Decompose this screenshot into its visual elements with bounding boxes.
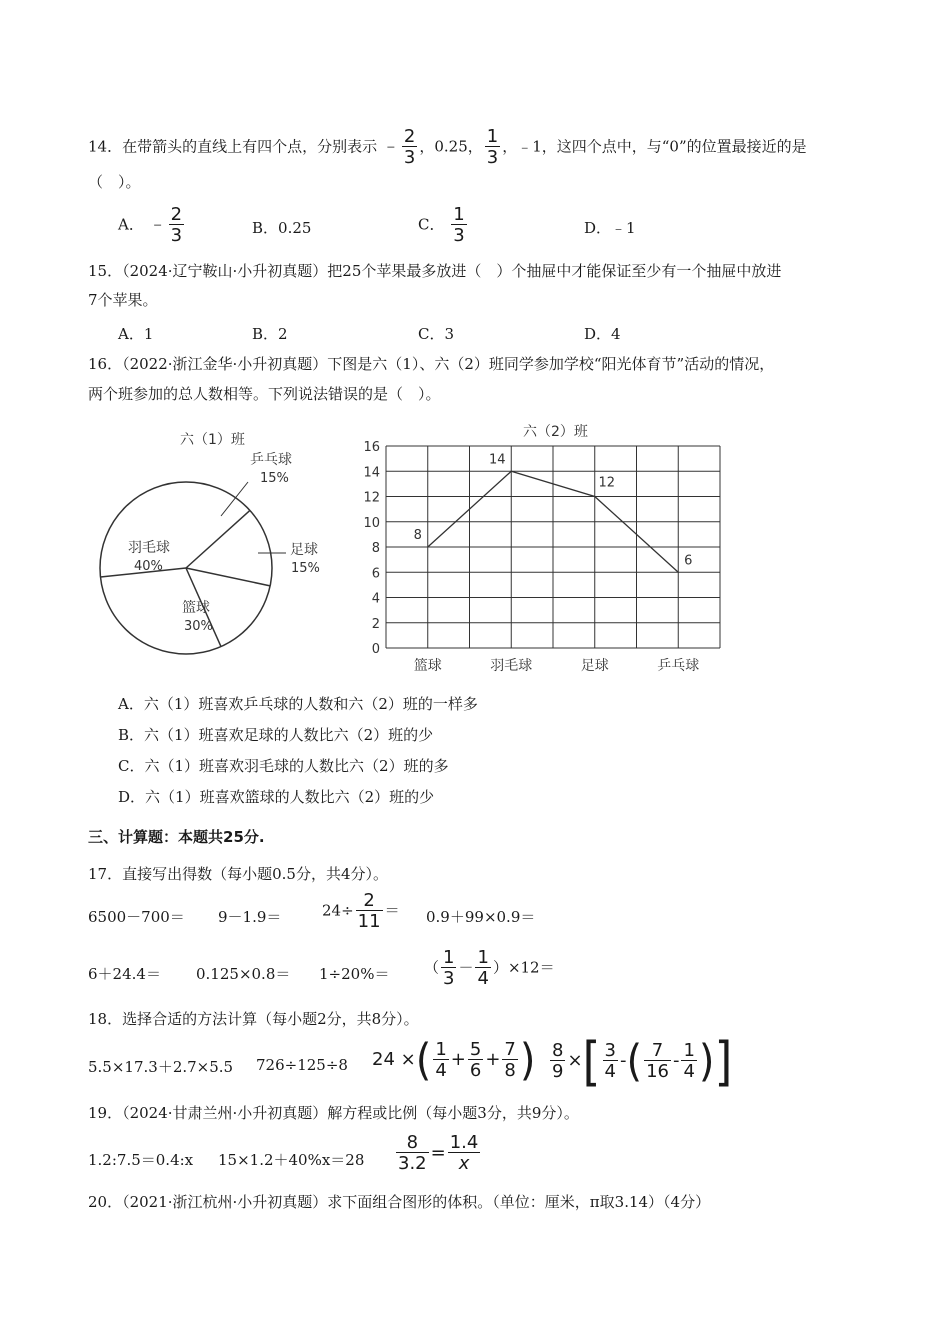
q16-option-c[interactable]: C．六（1）班喜欢羽毛球的人数比六（2）班的多	[118, 757, 449, 775]
line-chart-yticks	[363, 440, 380, 657]
y-tick-label: 14	[363, 465, 380, 481]
pie-value-badminton: 40%	[134, 559, 163, 574]
q15-option-b[interactable]: B．2	[252, 325, 288, 343]
pie-label-pingpong: 乒乓球	[250, 452, 292, 468]
y-tick-label: 12	[363, 490, 380, 506]
q14-frac-neg-two-thirds: $\frac{2}{3}$	[403, 126, 416, 168]
q18-expr-3: 24 ×( $\frac{1}{4}$ + $\frac{5}{6}$ + $\frac{7}{8}$ )	[372, 1034, 536, 1086]
q19-expr-2: 15×1.2＋40%x＝28	[218, 1151, 365, 1169]
pie-value-basketball: 30%	[184, 619, 213, 634]
q14-frac-one-third: $\frac{1}{3}$	[486, 126, 499, 168]
q19-title: 19．（2024·甘肃兰州·小升初真题）解方程或比例（每小题3分，共9分）。	[88, 1104, 579, 1122]
q19-expr-1: 1.2:7.5＝0.4:x	[88, 1151, 194, 1169]
pie-value-pingpong: 15%	[260, 471, 289, 486]
data-label: 12	[598, 475, 616, 491]
data-label: 14	[488, 452, 506, 468]
q19-expr-3: $\frac{8}{3.2}$ = $\frac{1.4}{x}$	[398, 1132, 479, 1174]
q14-lead: 在带箭头的直线上有四个点，分别表示	[122, 137, 378, 156]
q14-neg-sign: ﹣	[381, 135, 400, 157]
q18-expr-2: 726÷125÷8	[256, 1056, 348, 1074]
x-tick-label: 羽毛球	[490, 658, 533, 674]
q18-expr-4: $\frac{8}{9}$ ×[ $\frac{3}{4}$ -( $\frac{7}{16}$ - $\frac{1}{4}$ )]	[552, 1029, 733, 1093]
q14-tail: （ ）。	[88, 173, 141, 191]
section3-title: 三、计算题：本题共25分.	[88, 828, 265, 846]
q17-item-4: 0.9＋99×0.9＝	[426, 908, 536, 926]
q17-item-8: （ $\frac{1}{3}$ － $\frac{1}{4}$ ）×12＝	[424, 947, 555, 989]
q14-number: 14．	[88, 137, 123, 156]
q18-expr-1: 5.5×17.3＋2.7×5.5	[88, 1058, 234, 1076]
q17-item-3: 24÷ $\frac{2}{11}$ ＝	[322, 890, 400, 932]
q17-item-6: 0.125×0.8＝	[196, 965, 291, 983]
q17-item-5: 6＋24.4＝	[88, 965, 161, 983]
q14-stem	[88, 128, 807, 167]
line-chart	[360, 418, 740, 680]
q15-stem-line2: 7个苹果。	[88, 291, 158, 309]
q15-stem-line1: 15．（2024·辽宁鞍山·小升初真题）把25个苹果最多放进（ ）个抽屉中才能保证至少有一个抽屉中放进	[88, 262, 782, 280]
y-tick-label: 4	[371, 591, 380, 607]
y-tick-label: 16	[363, 440, 380, 455]
y-tick-label: 6	[371, 566, 380, 582]
y-tick-label: 8	[371, 541, 380, 556]
pie-label-football: 足球	[290, 542, 318, 558]
y-tick-label: 2	[371, 616, 380, 632]
q16-option-d[interactable]: D．六（1）班喜欢篮球的人数比六（2）班的少	[118, 788, 435, 806]
pie-label-basketball: 篮球	[182, 600, 210, 616]
y-tick-label: 0	[371, 642, 380, 657]
q14-option-a[interactable]: A． ﹣ $\frac{2}{3}$	[118, 204, 183, 246]
q14-option-c[interactable]: C． $\frac{1}{3}$	[418, 204, 465, 246]
pie-label-badminton: 羽毛球	[128, 540, 170, 556]
q17-title: 17．直接写出得数（每小题0.5分，共4分）。	[88, 865, 388, 883]
pie-value-football: 15%	[291, 561, 320, 576]
x-tick-label: 乒乓球	[657, 658, 700, 674]
q16-option-b[interactable]: B．六（1）班喜欢足球的人数比六（2）班的少	[118, 726, 434, 744]
q16-stem-line2: 两个班参加的总人数相等。下列说法错误的是（ ）。	[88, 385, 441, 403]
pie-chart	[90, 420, 350, 680]
data-label: 8	[413, 528, 422, 543]
q15-option-a[interactable]: A．1	[118, 325, 154, 343]
y-tick-label: 10	[363, 515, 380, 531]
line-chart-grid	[386, 446, 720, 648]
line-chart-title: 六（2）班	[523, 424, 588, 440]
q20-stem: 20．（2021·浙江杭州·小升初真题）求下面组合图形的体积。（单位：厘米，π取3.14）（4分）	[88, 1193, 711, 1211]
q14-option-d[interactable]: D．﹣1	[584, 219, 636, 237]
pie-chart-title: 六（1）班	[180, 432, 245, 448]
q15-option-c[interactable]: C．3	[418, 325, 455, 343]
q17-item-2: 9－1.9＝	[218, 908, 282, 926]
q14-sep2: ，﹣1，这四个点中，与“0”的位置最接近的是	[502, 137, 807, 156]
q17-item-1: 6500－700＝	[88, 908, 185, 926]
line-chart-xticks	[414, 658, 700, 674]
q17-item-7: 1÷20%＝	[319, 965, 390, 983]
q15-option-d[interactable]: D．4	[584, 325, 621, 343]
q16-stem-line1: 16．（2022·浙江金华·小升初真题）下图是六（1）、六（2）班同学参加学校“阳光体育节”活动的情况，	[88, 355, 775, 373]
q16-option-a[interactable]: A．六（1）班喜欢乒乓球的人数和六（2）班的一样多	[118, 695, 478, 713]
data-label: 6	[684, 553, 693, 569]
x-tick-label: 篮球	[413, 658, 442, 674]
x-tick-label: 足球	[580, 658, 609, 674]
q18-title: 18．选择合适的方法计算（每小题2分，共8分）。	[88, 1010, 419, 1028]
q14-option-b[interactable]: B．0.25	[252, 219, 312, 237]
q14-sep1: ，0.25，	[419, 137, 483, 156]
